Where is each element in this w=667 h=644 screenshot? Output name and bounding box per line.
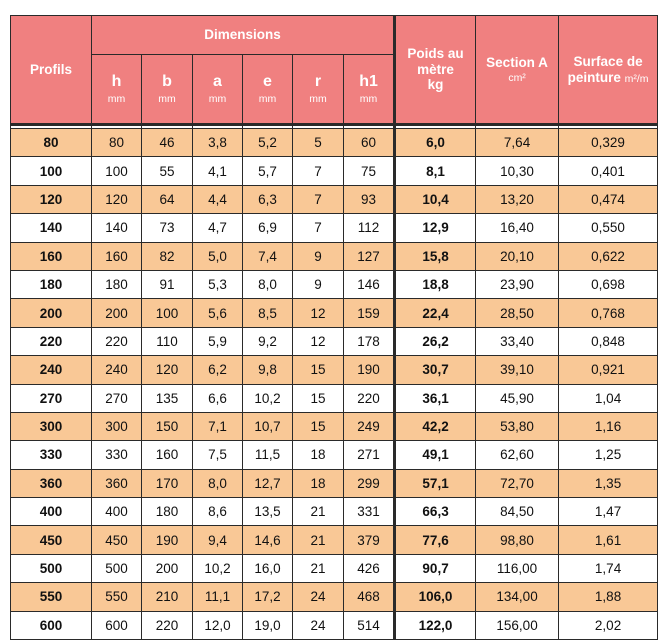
table-cell: 122,0 xyxy=(395,611,476,639)
table-cell: 11,5 xyxy=(243,441,293,469)
table-cell: 330 xyxy=(92,441,142,469)
table-cell: 21 xyxy=(293,554,344,582)
table-row xyxy=(11,129,658,157)
table-row xyxy=(11,214,658,242)
table-cell: 6,6 xyxy=(193,384,243,412)
header-dim-unit: mm xyxy=(158,93,176,106)
table-cell: 134,00 xyxy=(476,583,559,611)
table-cell: 180 xyxy=(92,270,142,298)
table-row xyxy=(11,270,658,298)
header-dim-label: h1 xyxy=(359,72,378,90)
table-cell: 135 xyxy=(142,384,193,412)
header-dim-label: b xyxy=(162,72,172,90)
table-cell: 100 xyxy=(11,157,92,185)
header-dim-label: e xyxy=(263,72,272,90)
table-cell: 20,10 xyxy=(476,242,559,270)
table-cell: 400 xyxy=(92,498,142,526)
table-cell: 116,00 xyxy=(476,554,559,582)
table-cell: 400 xyxy=(11,498,92,526)
table-cell: 426 xyxy=(344,554,395,582)
table-cell: 15 xyxy=(293,412,344,440)
header-poids-label: Poids au mètre xyxy=(407,46,464,77)
table-cell: 7 xyxy=(293,185,344,213)
header-dim-unit: mm xyxy=(107,93,126,106)
table-cell: 12,0 xyxy=(193,611,243,639)
table-cell: 75 xyxy=(344,157,395,185)
table-cell: 91 xyxy=(142,270,193,298)
table-cell: 200 xyxy=(92,299,142,327)
table-cell: 140 xyxy=(92,214,142,242)
table-cell: 240 xyxy=(11,356,92,384)
table-cell: 200 xyxy=(142,554,193,582)
table-cell: 77,6 xyxy=(395,526,476,554)
table-cell: 160 xyxy=(92,242,142,270)
table-cell: 6,0 xyxy=(395,129,476,157)
table-cell: 550 xyxy=(92,583,142,611)
table-cell: 28,50 xyxy=(476,299,559,327)
table-row xyxy=(11,498,658,526)
table-cell: 7 xyxy=(293,157,344,185)
table-cell: 220 xyxy=(142,611,193,639)
table-row xyxy=(11,384,658,412)
table-cell: 12,7 xyxy=(243,469,293,497)
table-row xyxy=(11,526,658,554)
table-cell: 120 xyxy=(142,356,193,384)
table-cell: 13,5 xyxy=(243,498,293,526)
table-cell: 18,8 xyxy=(395,270,476,298)
header-dim-label: h xyxy=(111,72,122,90)
table-cell: 468 xyxy=(344,583,395,611)
header-dim-unit: mm xyxy=(309,93,327,106)
header-dim-r xyxy=(293,55,344,125)
header-surface-unit: m²/m xyxy=(624,72,649,85)
table-cell: 55 xyxy=(142,157,193,185)
table-cell: 42,2 xyxy=(395,412,476,440)
table-row xyxy=(11,157,658,185)
table-cell: 26,2 xyxy=(395,327,476,355)
table-cell: 360 xyxy=(11,469,92,497)
table-cell: 66,3 xyxy=(395,498,476,526)
table-cell: 8,1 xyxy=(395,157,476,185)
table-cell: 600 xyxy=(11,611,92,639)
table-cell: 159 xyxy=(344,299,395,327)
table-cell: 2,02 xyxy=(559,611,658,639)
table-cell: 4,7 xyxy=(193,214,243,242)
table-cell: 13,20 xyxy=(476,185,559,213)
table-cell: 8,0 xyxy=(193,469,243,497)
table-cell: 8,5 xyxy=(243,299,293,327)
table-cell: 1,16 xyxy=(559,412,658,440)
table-cell: 220 xyxy=(92,327,142,355)
table-cell: 160 xyxy=(142,441,193,469)
table-cell: 360 xyxy=(92,469,142,497)
table-cell: 15 xyxy=(293,356,344,384)
table-body xyxy=(11,125,658,640)
header-poids-unit: kg xyxy=(427,77,444,93)
table-cell: 16,40 xyxy=(476,214,559,242)
table-cell: 84,50 xyxy=(476,498,559,526)
table-cell: 15 xyxy=(293,384,344,412)
header-dimensions-label: Dimensions xyxy=(204,27,281,43)
header-section xyxy=(476,16,559,125)
table-cell: 500 xyxy=(11,554,92,582)
table-cell: 4,4 xyxy=(193,185,243,213)
table-cell: 0,848 xyxy=(559,327,658,355)
table-cell: 330 xyxy=(11,441,92,469)
table-cell: 9 xyxy=(293,242,344,270)
table-cell: 45,90 xyxy=(476,384,559,412)
table-cell: 0,698 xyxy=(559,270,658,298)
table-cell: 500 xyxy=(92,554,142,582)
table-row xyxy=(11,327,658,355)
table-cell: 1,88 xyxy=(559,583,658,611)
table-cell: 60 xyxy=(344,129,395,157)
table-cell: 1,74 xyxy=(559,554,658,582)
table-cell: 12,9 xyxy=(395,214,476,242)
table-cell: 1,47 xyxy=(559,498,658,526)
table-cell: 5,9 xyxy=(193,327,243,355)
table-cell: 300 xyxy=(92,412,142,440)
table-cell: 10,30 xyxy=(476,157,559,185)
table-cell: 17,2 xyxy=(243,583,293,611)
header-dimensions xyxy=(92,16,395,55)
table-cell: 12 xyxy=(293,299,344,327)
table-cell: 120 xyxy=(11,185,92,213)
table-cell: 80 xyxy=(92,129,142,157)
table-cell: 5,6 xyxy=(193,299,243,327)
table-cell: 5,3 xyxy=(193,270,243,298)
table-cell: 271 xyxy=(344,441,395,469)
table-cell: 100 xyxy=(92,157,142,185)
table-cell: 36,1 xyxy=(395,384,476,412)
table-cell: 110 xyxy=(142,327,193,355)
table-cell: 9,8 xyxy=(243,356,293,384)
table-cell: 200 xyxy=(11,299,92,327)
table-cell: 600 xyxy=(92,611,142,639)
table-cell: 5,0 xyxy=(193,242,243,270)
table-cell: 300 xyxy=(11,412,92,440)
table-cell: 450 xyxy=(11,526,92,554)
header-section-label: Section A xyxy=(486,54,548,70)
table-cell: 15,8 xyxy=(395,242,476,270)
table-cell: 112 xyxy=(344,214,395,242)
table-cell: 210 xyxy=(142,583,193,611)
table-cell: 53,80 xyxy=(476,412,559,440)
table-cell: 24 xyxy=(293,611,344,639)
table-cell: 14,6 xyxy=(243,526,293,554)
table-row xyxy=(11,583,658,611)
table-cell: 8,0 xyxy=(243,270,293,298)
table-cell: 150 xyxy=(142,412,193,440)
table-cell: 156,00 xyxy=(476,611,559,639)
table-cell: 24 xyxy=(293,583,344,611)
table-row xyxy=(11,242,658,270)
table-cell: 57,1 xyxy=(395,469,476,497)
table-row xyxy=(11,185,658,213)
table-cell: 49,1 xyxy=(395,441,476,469)
table-cell: 12 xyxy=(293,327,344,355)
table-cell: 180 xyxy=(142,498,193,526)
table-cell: 39,10 xyxy=(476,356,559,384)
table-cell: 120 xyxy=(92,185,142,213)
header-dim-unit: mm xyxy=(208,93,227,106)
table-cell: 11,1 xyxy=(193,583,243,611)
table-cell: 9,2 xyxy=(243,327,293,355)
table-cell: 5,7 xyxy=(243,157,293,185)
table-cell: 379 xyxy=(344,526,395,554)
table-cell: 7,64 xyxy=(476,129,559,157)
table-cell: 64 xyxy=(142,185,193,213)
header-surface-label: Surface de peinture xyxy=(567,53,643,85)
table-cell: 270 xyxy=(92,384,142,412)
header-dim-a xyxy=(193,55,243,125)
table-row xyxy=(11,299,658,327)
table-cell: 7,4 xyxy=(243,242,293,270)
table-cell: 160 xyxy=(11,242,92,270)
table-cell: 140 xyxy=(11,214,92,242)
table-row xyxy=(11,469,658,497)
table-cell: 550 xyxy=(11,583,92,611)
table-cell: 178 xyxy=(344,327,395,355)
table-cell: 1,61 xyxy=(559,526,658,554)
table-cell: 0,401 xyxy=(559,157,658,185)
table-cell: 9 xyxy=(293,270,344,298)
table-cell: 270 xyxy=(11,384,92,412)
table-cell: 170 xyxy=(142,469,193,497)
table-cell: 220 xyxy=(11,327,92,355)
table-cell: 331 xyxy=(344,498,395,526)
table-row xyxy=(11,611,658,639)
header-profils xyxy=(11,16,92,125)
table-cell: 514 xyxy=(344,611,395,639)
table-cell: 1,04 xyxy=(559,384,658,412)
table-cell: 190 xyxy=(142,526,193,554)
table-cell: 100 xyxy=(142,299,193,327)
table-cell: 220 xyxy=(344,384,395,412)
table-cell: 0,474 xyxy=(559,185,658,213)
table-row xyxy=(11,441,658,469)
table-cell: 23,90 xyxy=(476,270,559,298)
profile-table xyxy=(10,15,658,640)
table-cell: 5 xyxy=(293,129,344,157)
header-dim-h1 xyxy=(344,55,395,125)
header-dim-label: r xyxy=(314,72,322,90)
table-cell: 10,7 xyxy=(243,412,293,440)
header-dim-unit: mm xyxy=(359,93,378,106)
table-cell: 22,4 xyxy=(395,299,476,327)
header-dim-unit: mm xyxy=(258,93,277,106)
table-cell: 62,60 xyxy=(476,441,559,469)
table-cell: 0,329 xyxy=(559,129,658,157)
table-cell: 0,768 xyxy=(559,299,658,327)
header-dim-h xyxy=(92,55,142,125)
table-cell: 0,921 xyxy=(559,356,658,384)
table-row xyxy=(11,554,658,582)
table-row xyxy=(11,412,658,440)
table-cell: 1,35 xyxy=(559,469,658,497)
table-cell: 73 xyxy=(142,214,193,242)
table-cell: 6,3 xyxy=(243,185,293,213)
table-cell: 0,550 xyxy=(559,214,658,242)
table-cell: 80 xyxy=(11,129,92,157)
table-cell: 10,2 xyxy=(243,384,293,412)
table-cell: 7,5 xyxy=(193,441,243,469)
table-cell: 98,80 xyxy=(476,526,559,554)
table-cell: 127 xyxy=(344,242,395,270)
table-cell: 10,2 xyxy=(193,554,243,582)
table-cell: 21 xyxy=(293,498,344,526)
table-header xyxy=(11,16,658,125)
header-profils-label: Profils xyxy=(29,61,72,77)
table-cell: 18 xyxy=(293,469,344,497)
table-cell: 19,0 xyxy=(243,611,293,639)
header-poids xyxy=(395,16,476,125)
table-cell: 18 xyxy=(293,441,344,469)
table-cell: 0,622 xyxy=(559,242,658,270)
table-cell: 249 xyxy=(344,412,395,440)
table-cell: 106,0 xyxy=(395,583,476,611)
table-cell: 9,4 xyxy=(193,526,243,554)
table-cell: 7,1 xyxy=(193,412,243,440)
header-section-unit: cm² xyxy=(508,72,526,85)
table-cell: 82 xyxy=(142,242,193,270)
header-surface xyxy=(559,16,658,125)
header-dim-label: a xyxy=(213,72,222,90)
table-cell: 180 xyxy=(11,270,92,298)
table-cell: 240 xyxy=(92,356,142,384)
table-cell: 146 xyxy=(344,270,395,298)
table-cell: 299 xyxy=(344,469,395,497)
table-cell: 90,7 xyxy=(395,554,476,582)
table-cell: 6,9 xyxy=(243,214,293,242)
profile-table-container xyxy=(10,15,658,640)
table-cell: 93 xyxy=(344,185,395,213)
header-dim-b xyxy=(142,55,193,125)
table-cell: 16,0 xyxy=(243,554,293,582)
table-cell: 72,70 xyxy=(476,469,559,497)
table-cell: 190 xyxy=(344,356,395,384)
table-cell: 30,7 xyxy=(395,356,476,384)
table-cell: 6,2 xyxy=(193,356,243,384)
table-cell: 10,4 xyxy=(395,185,476,213)
table-cell: 8,6 xyxy=(193,498,243,526)
table-cell: 33,40 xyxy=(476,327,559,355)
table-row xyxy=(11,356,658,384)
table-cell: 4,1 xyxy=(193,157,243,185)
table-cell: 46 xyxy=(142,129,193,157)
table-cell: 5,2 xyxy=(243,129,293,157)
header-dim-e xyxy=(243,55,293,125)
table-cell: 21 xyxy=(293,526,344,554)
table-cell: 1,25 xyxy=(559,441,658,469)
table-cell: 7 xyxy=(293,214,344,242)
table-cell: 3,8 xyxy=(193,129,243,157)
table-cell: 450 xyxy=(92,526,142,554)
